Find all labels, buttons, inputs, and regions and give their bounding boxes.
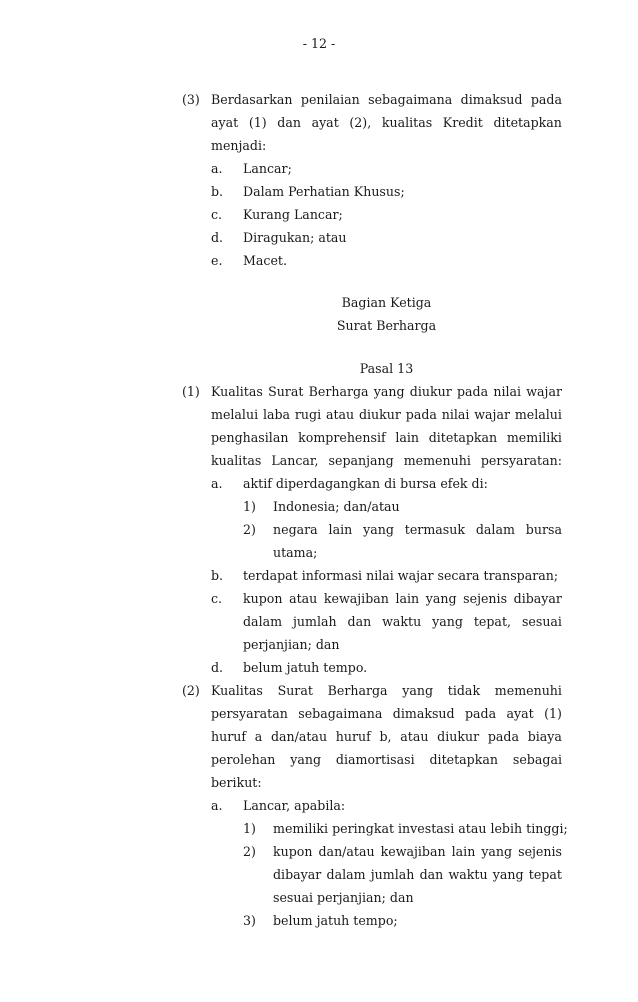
list-text: Kurang Lancar; [243,207,343,222]
part-heading: Bagian Ketiga [341,295,432,310]
sub-list-text: negara lain yang termasuk dalam bursa [273,522,562,537]
paragraph-line: persyaratan sebagaimana dimaksud pada ayat (1) [211,706,562,721]
list-label: a. [211,161,223,176]
list-label: b. [211,184,224,199]
list-text: aktif diperdagangkan di bursa efek di: [243,476,488,491]
list-label: b. [211,568,224,583]
sub-list-text: utama; [273,545,318,560]
page-number: - 12 - [302,36,336,51]
paragraph-line: Kualitas Surat Berharga yang diukur pada nilai wajar [211,384,562,399]
list-label: e. [211,253,223,268]
paragraph-line: berikut: [211,775,262,790]
paragraph-line: melalui laba rugi atau diukur pada nilai wajar melalui [211,407,562,422]
paragraph-line: Kualitas Surat Berharga yang tidak memenuhi [211,683,562,698]
list-text: Diragukan; atau [243,230,347,245]
sub-list-text: Indonesia; dan/atau [273,499,400,514]
article-heading: Pasal 13 [359,361,414,376]
list-label: d. [211,230,224,245]
sub-list-label: 2) [243,522,256,537]
list-label: c. [211,591,223,606]
paragraph-line: penghasilan komprehensif lain ditetapkan memiliki [211,430,562,445]
paragraph-number: (2) [182,683,200,698]
list-label: a. [211,476,223,491]
list-text: Lancar; [243,161,292,176]
paragraph-line: ayat (1) dan ayat (2), kualitas Kredit ditetapkan [211,115,562,130]
list-text: perjanjian; dan [243,637,340,652]
list-text: terdapat informasi nilai wajar secara transparan; [243,568,559,583]
list-text: Lancar, apabila: [243,798,346,813]
paragraph-line: perolehan yang diamortisasi ditetapkan sebagai [211,752,562,767]
sub-list-text: dibayar dalam jumlah dan waktu yang tepat [273,867,562,882]
sub-list-text: sesuai perjanjian; dan [273,890,414,905]
list-text: Macet. [243,253,287,268]
paragraph-line: kualitas Lancar, sepanjang memenuhi persyaratan: [211,453,562,468]
list-text: belum jatuh tempo. [243,660,368,675]
list-text: Dalam Perhatian Khusus; [243,184,405,199]
sub-list-text: kupon dan/atau kewajiban lain yang sejenis [273,844,562,859]
paragraph-line: Berdasarkan penilaian sebagaimana dimaksud pada [211,92,562,107]
paragraph-line: huruf a dan/atau huruf b, atau diukur pada biaya [211,729,562,744]
sub-list-label: 1) [243,499,256,514]
sub-list-label: 3) [243,913,256,928]
paragraph-number: (3) [182,92,200,107]
paragraph-line: menjadi: [211,138,267,153]
list-label: d. [211,660,224,675]
part-title: Surat Berharga [336,318,437,333]
sub-list-text: memiliki peringkat investasi atau lebih tinggi; [273,821,568,836]
list-label: c. [211,207,223,222]
sub-list-text: belum jatuh tempo; [273,913,398,928]
list-text: dalam jumlah dan waktu yang tepat, sesuai [243,614,562,629]
paragraph-number: (1) [182,384,200,399]
sub-list-label: 1) [243,821,256,836]
sub-list-label: 2) [243,844,256,859]
list-label: a. [211,798,223,813]
list-text: kupon atau kewajiban lain yang sejenis dibayar [243,591,562,606]
